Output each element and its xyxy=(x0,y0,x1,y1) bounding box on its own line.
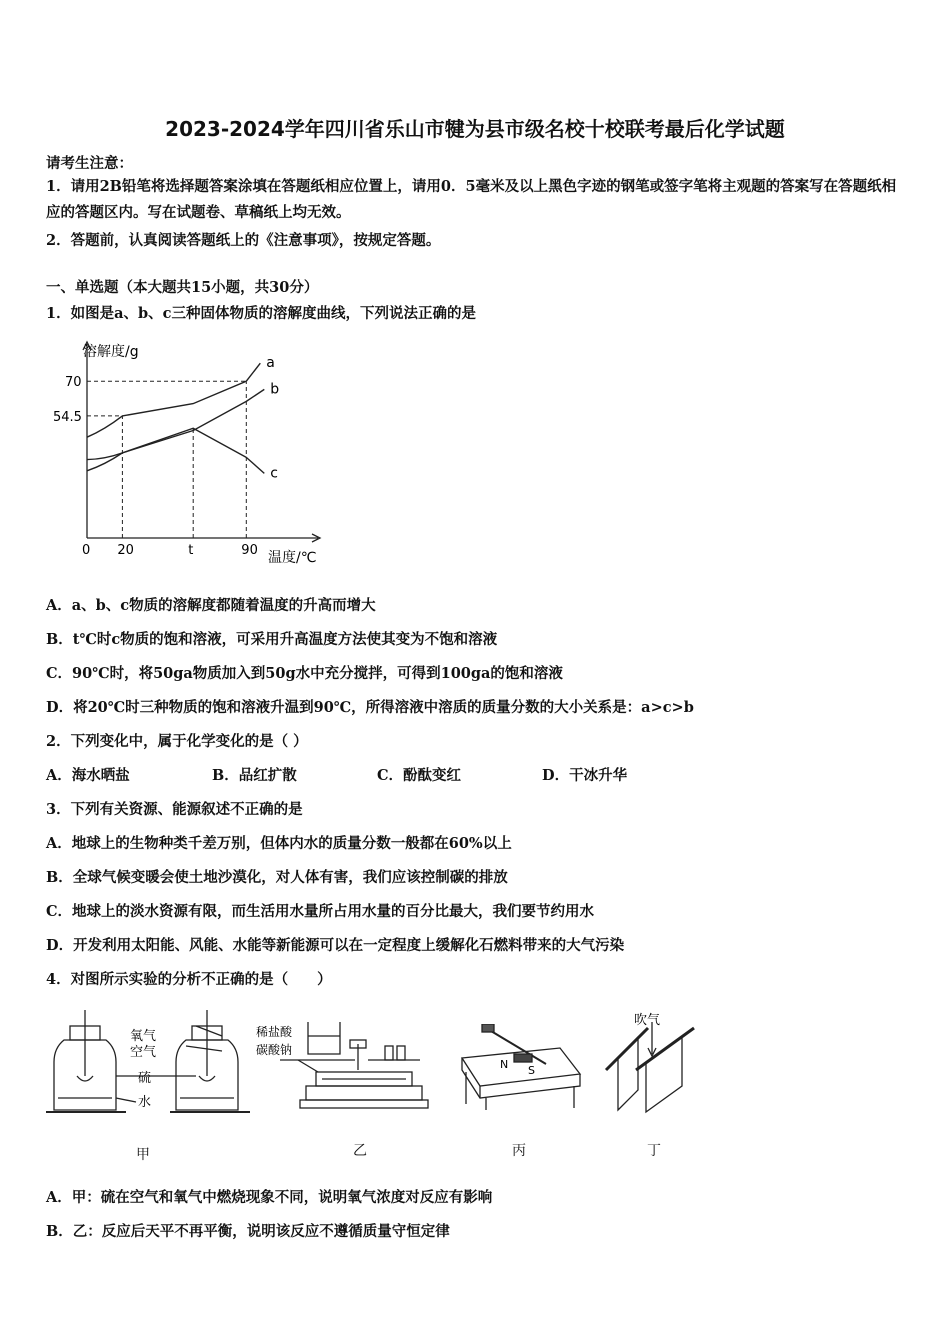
x-tick-label: 20 xyxy=(117,543,134,558)
caption-jia: 甲 xyxy=(136,1147,150,1163)
q2-stem: 2．下列变化中，属于化学变化的是（ ） xyxy=(46,733,308,750)
label-n: N xyxy=(500,1058,509,1071)
caption-bing: 丙 xyxy=(512,1143,526,1159)
q3-option-c: C．地球上的淡水资源有限，而生活用水量所占用水量的百分比最大，我们要节约用水 xyxy=(46,903,595,920)
notice-item-1: 1．请用2B铅笔将选择题答案涂填在答题纸相应位置上，请用0．5毫米及以上黑色字迹的钢笔或签字笔将主观题的答案写在答题纸相应的答题区内。写在试题卷、草稿纸上均无效。 xyxy=(46,178,897,221)
figure-yi xyxy=(250,1014,430,1114)
series-curve-a xyxy=(87,381,246,437)
series-curve-b xyxy=(87,401,246,470)
series-label-c: c xyxy=(270,465,279,482)
q1-stem: 1．如图是a、b、c三种固体物质的溶解度曲线，下列说法正确的是 xyxy=(46,305,476,322)
figure-ding xyxy=(598,1010,708,1116)
solubility-chart xyxy=(50,336,340,571)
caption-ding: 丁 xyxy=(647,1143,661,1159)
x-tick-label: t xyxy=(188,543,194,558)
label-hcl: 稀盐酸 xyxy=(256,1025,293,1039)
y-tick-label: 54.5 xyxy=(53,409,82,425)
figure-jia xyxy=(46,1006,256,1118)
label-na2co3: 碳酸钠 xyxy=(256,1043,293,1057)
beaker xyxy=(308,1022,340,1054)
q4-option-a: A．甲：硫在空气和氧气中燃烧现象不同，说明氧气浓度对反应有影响 xyxy=(46,1189,493,1206)
q2-option-c: C．酚酞变红 xyxy=(377,767,462,784)
q1-option-a: A．a、b、c物质的溶解度都随着温度的升高而增大 xyxy=(46,597,376,614)
q1-option-b: B．t℃时c物质的饱和溶液，可采用升高温度方法使其变为不饱和溶液 xyxy=(46,631,498,648)
page-title: 2023-2024学年四川省乐山市犍为县市级名校十校联考最后化学试题 xyxy=(165,117,785,141)
q3-option-d: D．开发利用太阳能、风能、水能等新能源可以在一定程度上缓解化石燃料带来的大气污染 xyxy=(46,937,625,954)
y-axis-label: 溶解度/g xyxy=(83,344,139,360)
label-oxygen: 氧气 xyxy=(130,1029,157,1044)
q4-stem: 4．对图所示实验的分析不正确的是（ ） xyxy=(46,971,332,988)
q3-option-b: B．全球气候变暖会使土地沙漠化，对人体有害，我们应该控制碳的排放 xyxy=(46,869,508,886)
x-axis-label: 温度/℃ xyxy=(268,550,317,566)
q1-option-c: C．90℃时，将50ga物质加入到50g水中充分搅拌，可得到100ga的饱和溶液 xyxy=(46,665,563,682)
label-sulfur: 硫 xyxy=(138,1071,152,1086)
q4-option-b: B．乙：反应后天平不再平衡，说明该反应不遵循质量守恒定律 xyxy=(46,1223,450,1240)
q2-option-a: A．海水晒盐 xyxy=(46,767,130,784)
q3-option-a: A．地球上的生物种类千差万别，但体内水的质量分数一般都在60%以上 xyxy=(46,835,512,852)
notice-item-2: 2．答题前，认真阅读答题纸上的《注意事项》，按规定答题。 xyxy=(46,232,441,249)
x-tick-label: 90 xyxy=(241,543,258,558)
section-heading: 一、单选题（本大题共15小题，共30分） xyxy=(46,279,319,296)
jar1-spoon xyxy=(77,1076,93,1081)
q1-option-d: D．将20℃时三种物质的饱和溶液升温到90℃，所得溶液中溶质的质量分数的大小关系是：a>c>b xyxy=(46,699,694,716)
series-label-a: a xyxy=(266,355,275,372)
series-label-b: b xyxy=(270,381,280,398)
caption-yi: 乙 xyxy=(353,1143,367,1159)
label-s: S xyxy=(528,1064,535,1077)
label-water: 水 xyxy=(138,1095,152,1110)
series-tail-b xyxy=(246,389,264,401)
label-air: 空气 xyxy=(130,1045,157,1060)
q2-option-d: D．干冰升华 xyxy=(542,767,628,784)
series-tail-a xyxy=(246,363,260,381)
label-blow: 吹气 xyxy=(634,1013,661,1028)
notice-heading: 请考生注意： xyxy=(46,155,133,172)
figure-bing xyxy=(456,1024,586,1114)
x-tick-label: 0 xyxy=(82,543,91,558)
q3-stem: 3．下列有关资源、能源叙述不正确的是 xyxy=(46,801,303,818)
series-tail-c xyxy=(246,457,264,473)
series-curve-c xyxy=(87,428,246,459)
y-tick-label: 70 xyxy=(65,375,82,391)
q2-option-b: B．品红扩散 xyxy=(212,767,297,784)
